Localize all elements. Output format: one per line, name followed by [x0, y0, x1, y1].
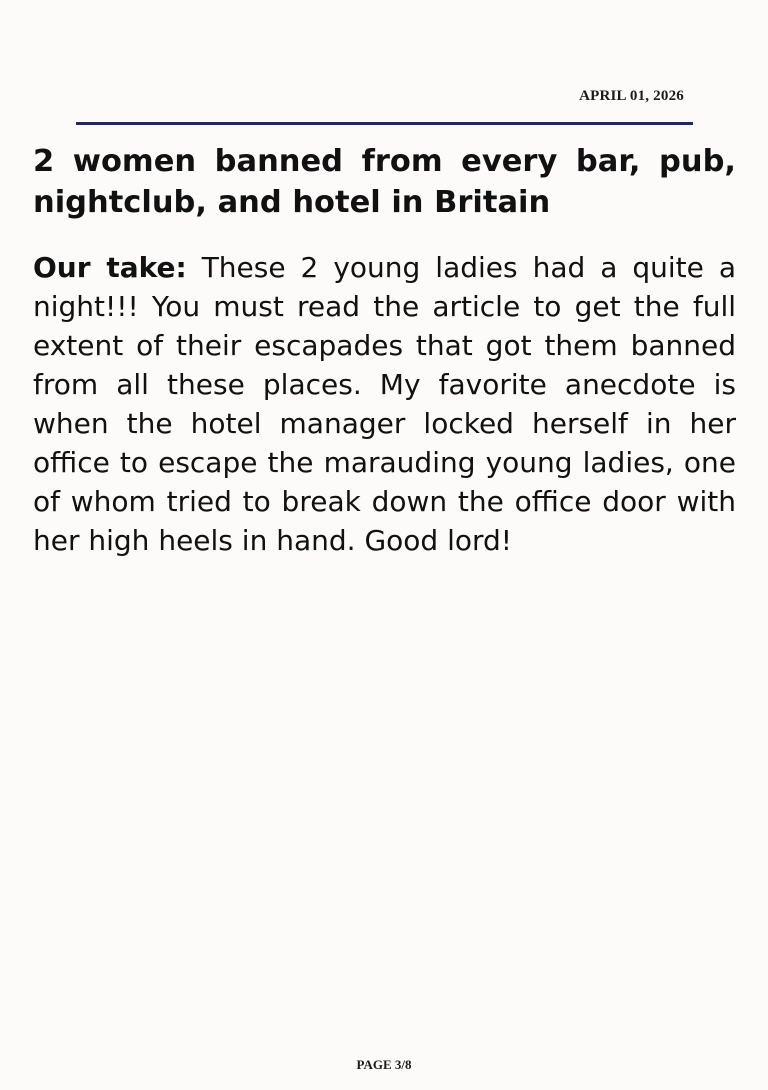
take-text: These 2 young ladies had a quite a night!!! You must read the article to get the full extent of their escapades that got them banned from all these places. My favorite anecdote is when the hotel manager locked herself in her office to escape the marauding young ladies, one of whom tried to break down the office door with her high heels in hand. Good lord!	[33, 251, 736, 557]
take-label: Our take:	[33, 251, 187, 284]
header-divider	[76, 122, 693, 125]
issue-date: APRIL 01, 2026	[579, 88, 684, 104]
article-headline: 2 women banned from every bar, pub, nightclub, and hotel in Britain	[33, 144, 736, 220]
page-number: PAGE 3/8	[356, 1057, 412, 1072]
article-body	[33, 248, 736, 560]
